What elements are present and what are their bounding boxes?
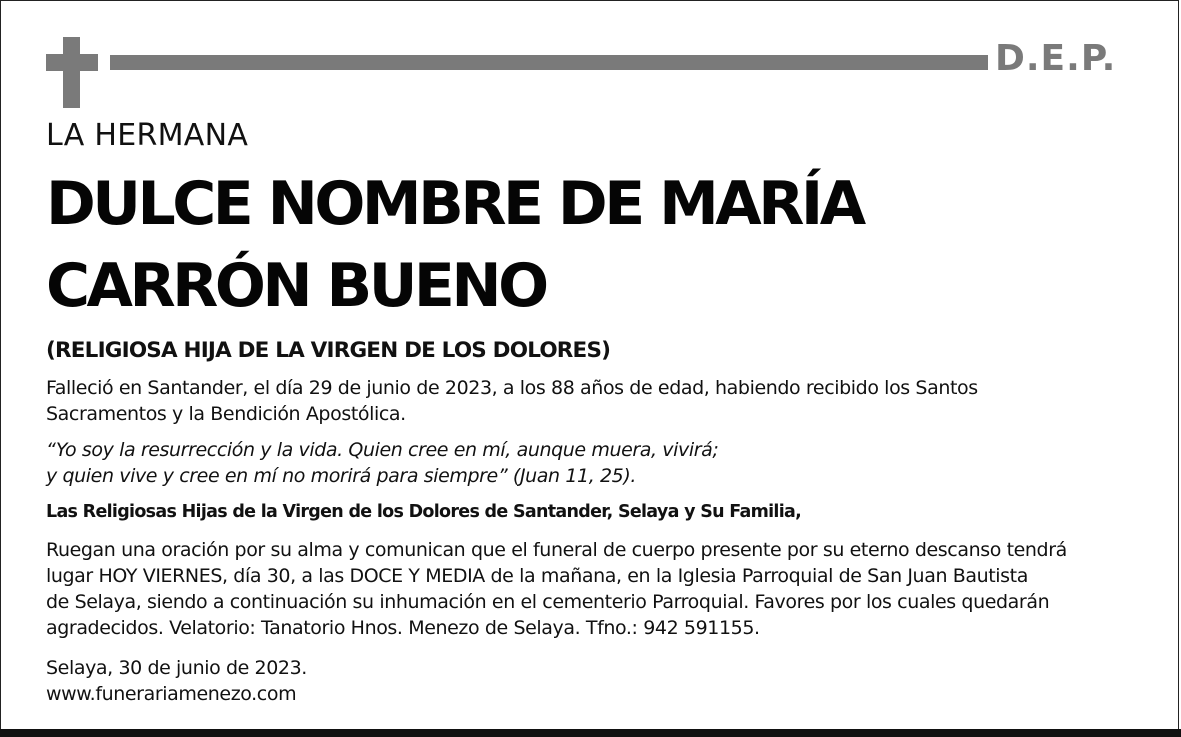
death-notice-line-2: Sacramentos y la Bendición Apostólica. (46, 403, 406, 425)
header-rule (110, 55, 988, 70)
funeral-line-2: lugar HOY VIERNES, día 30, a las DOCE Y MEDIA de la mañana, en la Iglesia Parroquial de San Juan Bautista (46, 565, 1028, 587)
cross-icon-vertical-bar (63, 37, 80, 108)
funeral-line-4: agradecidos. Velatorio: Tanatorio Hnos. Menezo de Selaya. Tfno.: 942 591155. (46, 617, 760, 639)
website-link[interactable]: www.funerariamenezo.com (46, 683, 297, 705)
intro-label: LA HERMANA (46, 118, 249, 153)
bottom-rule (0, 729, 1181, 737)
funeral-line-1: Ruegan una oración por su alma y comunican que el funeral de cuerpo presente por su eterno descanso tendrá (46, 539, 1067, 561)
quote-line-1: “Yo soy la resurrección y la vida. Quien cree en mí, aunque muera, vivirá; (46, 439, 719, 461)
deceased-name-line-1: DULCE NOMBRE DE MARÍA (46, 169, 863, 239)
quote-line-2: y quien vive y cree en mí no morirá para siempre” (Juan 11, 25). (46, 465, 636, 487)
funeral-line-3: de Selaya, siendo a continuación su inhumación en el cementerio Parroquial. Favores por los cuales quedarán (46, 591, 1050, 613)
deceased-name-line-2: CARRÓN BUENO (46, 251, 546, 321)
family-line: Las Religiosas Hijas de la Virgen de los Dolores de Santander, Selaya y Su Familia, (46, 502, 802, 522)
place-date: Selaya, 30 de junio de 2023. (46, 657, 307, 679)
cross-icon-horizontal-bar (46, 54, 98, 71)
dep-mark: D.E.P. (995, 38, 1117, 79)
religious-order: (RELIGIOSA HIJA DE LA VIRGEN DE LOS DOLORES) (46, 338, 611, 363)
death-notice-line-1: Falleció en Santander, el día 29 de junio de 2023, a los 88 años de edad, habiendo recibido los Santos (46, 377, 978, 399)
